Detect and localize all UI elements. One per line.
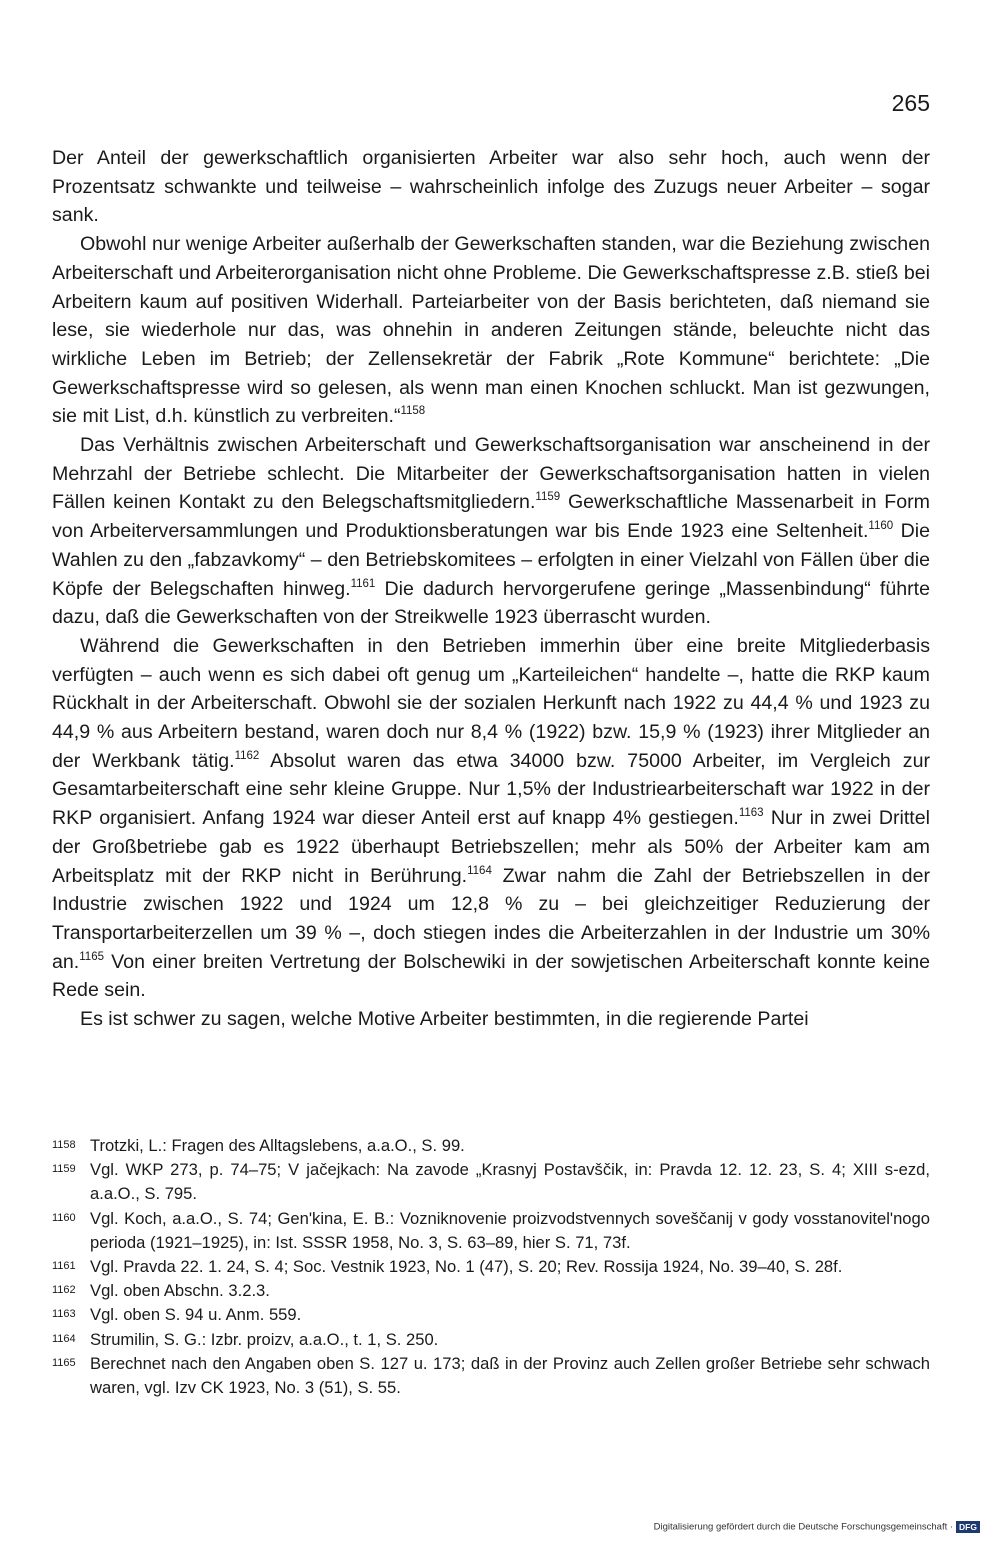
footnote-text: Vgl. Pravda 22. 1. 24, S. 4; Soc. Vestnik 1923, No. 1 (47), S. 20; Rev. Rossija 1924, No. 39–40, S. 28f. <box>90 1257 843 1277</box>
footnote-text: Strumilin, S. G.: Izbr. proizv, a.a.O., t. 1, S. 250. <box>90 1329 439 1349</box>
footnote-number: 1160 <box>52 1211 76 1224</box>
footnote <box>52 1303 930 1327</box>
footnote-number: 1165 <box>52 1356 76 1369</box>
footnote <box>52 1255 930 1279</box>
footnote <box>52 1207 930 1255</box>
paragraph-text: Während die Gewerkschaften in den Betrieben immerhin über eine breite Mitgliederbasis verfügten – auch wenn es sich dabei oft genug um „Karteileichen“ handelte –, hatte die RKP kaum Rückhalt in der Arbeiterschaft. Obwohl sie der sozialen Herkunft nach 1922 zu 44,4 % und 1923 zu 44,9 % aus Arbeitern bestand, waren doch nur 8,4 % (1922) bzw. 15,9 % (1923) ihrer Mitglieder an der Werkbank tätig. <box>52 634 930 772</box>
footnotes <box>52 1134 930 1400</box>
footnote-text: Vgl. WKP 273, p. 74–75; V jačejkach: Na zavode „Krasnyj Postavščik, in: Pravda 12. 12. 23, S. 4; XIII s-ezd, a.a.O., S. 795. <box>90 1160 930 1204</box>
footnote <box>52 1279 930 1303</box>
footnote-reference[interactable]: 1160 <box>868 520 894 533</box>
paragraph-text: Von einer breiten Vertretung der Bolschewiki in der sowjetischen Arbeiterschaft konnte keine Rede sein. <box>52 950 930 1002</box>
paragraph-text: Zwar nahm die Zahl der Betriebszellen in der Industrie zwischen 1922 und 1924 um 12,8 % zu – bei gleichzeitiger Reduzierung der Transportarbeiterzellen um 39 % –, doch stiegen indes die Arbeiterzahlen in der Industrie um 30% an. <box>52 864 930 973</box>
footer-text: Digitalisierung gefördert durch die Deutsche Forschungsgemeinschaft · <box>653 1521 954 1533</box>
footnote-number: 1162 <box>52 1284 76 1297</box>
footnote-number: 1158 <box>52 1139 76 1151</box>
paragraph-text: Die Wahlen zu den „fabzavkomy“ – den Betriebskomitees – erfolgten in einer Vielzahl von Fällen über die Köpfe der Belegschaften hinweg. <box>52 520 930 600</box>
footnote-text: Vgl. oben S. 94 u. Anm. 559. <box>90 1305 302 1325</box>
footnote-number: 1159 <box>52 1163 76 1176</box>
paragraph-text: Gewerkschaftliche Massenarbeit in Form von Arbeiterversammlungen und Produktionsberatungen war bis Ende 1923 eine Seltenheit. <box>52 491 931 543</box>
footnote-text: Trotzki, L.: Fragen des Alltagslebens, a.a.O., S. 99. <box>90 1136 465 1155</box>
paragraph <box>52 632 930 1005</box>
footnote-text: Vgl. Koch, a.a.O., S. 74; Gen'kina, E. B.: Vozniknovenie proizvodstvennych soveščanij v gody vosstanovitel'nogo perioda (1921–1925), in: Ist. SSSR 1958, No. 3, S. 63–89, hier S. 71, 73f. <box>90 1208 930 1252</box>
footnote-reference[interactable]: 1163 <box>738 807 764 820</box>
footnote-reference[interactable]: 1165 <box>79 950 104 963</box>
footnote <box>52 1328 930 1352</box>
paragraph-text: Es ist schwer zu sagen, welche Motive Arbeiter bestimmten, in die regierende Partei <box>80 1008 809 1031</box>
paragraph <box>52 431 930 632</box>
footnote-text: Berechnet nach den Angaben oben S. 127 u. 173; daß in der Provinz auch Zellen großer Betriebe sehr schwach waren, vgl. Izv CK 1923, No. 3 (51), S. 55. <box>90 1353 930 1398</box>
paragraph-text: Die dadurch hervorgerufene geringe „Massenbindung“ führte dazu, daß die Gewerkschaften von der Streikwelle 1923 überrascht wurden. <box>52 577 930 629</box>
footnote-number: 1163 <box>52 1308 76 1321</box>
digitization-credit <box>600 1521 980 1533</box>
paragraph-text: Absolut waren das etwa 34000 bzw. 75000 Arbeiter, im Vergleich zur Gesamtarbeiterschaft eine sehr kleine Gruppe. Nur 1,5% der Industriearbeiterschaft war 1922 in der RKP organisiert. Anfang 1924 war dieser Anteil erst auf knapp 4% gestiegen. <box>52 749 930 830</box>
footnote <box>52 1158 930 1206</box>
footnote-reference[interactable]: 1161 <box>350 577 376 590</box>
paragraph <box>52 1005 930 1034</box>
footnote-number: 1161 <box>52 1260 76 1273</box>
paragraph-text: Nur in zwei Drittel der Großbetriebe gab es 1922 überhaupt Betriebszellen; mehr als 50% der Arbeiter kam am Arbeitsplatz mit der RKP nicht in Berührung. <box>52 807 930 887</box>
footnote-reference[interactable]: 1159 <box>535 491 561 504</box>
footnote-reference[interactable]: 1164 <box>467 864 492 877</box>
paragraph-text: Das Verhältnis zwischen Arbeiterschaft und Gewerkschaftsorganisation war anscheinend in der Mehrzahl der Betriebe schlecht. Die Mitarbeiter der Gewerkschaftsorganisation hatten in vielen Fällen keinen Kontakt zu den Belegschaftsmitgliedern. <box>52 434 930 514</box>
body-text <box>52 144 930 1034</box>
paragraph <box>52 144 930 230</box>
footnote <box>52 1352 930 1400</box>
footnote-text: Vgl. oben Abschn. 3.2.3. <box>90 1281 270 1301</box>
paragraph-text: Obwohl nur wenige Arbeiter außerhalb der Gewerkschaften standen, war die Beziehung zwischen Arbeiterschaft und Arbeiterorganisation nicht ohne Probleme. Die Gewerkschaftspresse z.B. stieß bei Arbeitern kaum auf positiven Widerhall. Parteiarbeiter von der Basis berichteten, daß niemand sie lese, sie wiederhole nur das, was ohnehin in anderen Zeitungen stände, beleuchte nicht das wirkliche Leben im Betrieb; der Zellensekretär der Fabrik „Rote Kommune“ berichtete: „Die Gewerkschaftspresse wird so gelesen, als wenn man einen Knochen schluckt. Man ist gezwungen, sie mit List, d.h. künstlich zu verbreiten.“ <box>52 233 930 428</box>
dfg-logo: DFG <box>956 1521 980 1533</box>
footnote-number: 1164 <box>52 1332 76 1345</box>
page-number: 265 <box>891 90 930 116</box>
footnote-reference[interactable]: 1162 <box>234 749 260 762</box>
paragraph <box>52 230 930 431</box>
footnote-reference[interactable]: 1158 <box>400 405 426 418</box>
footnote <box>52 1134 930 1158</box>
paragraph-text: Der Anteil der gewerkschaftlich organisierten Arbeiter war also sehr hoch, auch wenn der Prozentsatz schwankte und teilweise – wahrscheinlich infolge des Zuzugs neuer Arbeiter – sogar sank. <box>52 147 930 227</box>
